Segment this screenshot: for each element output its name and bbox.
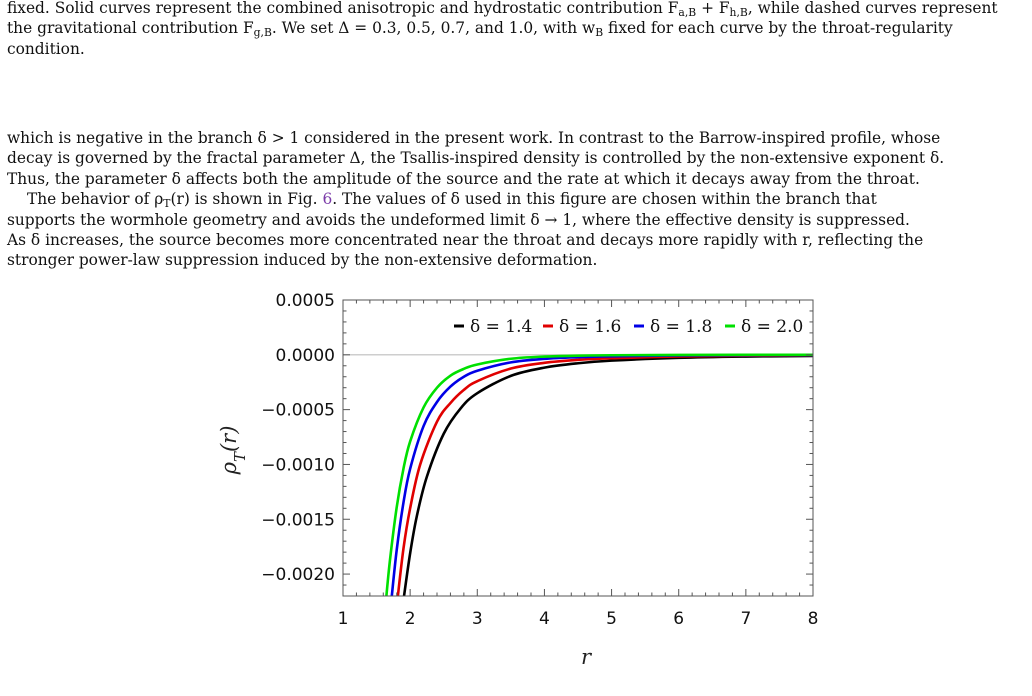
legend-label-2: δ = 1.6 — [559, 317, 622, 337]
figure-caption-continued — [7, 0, 1027, 59]
plot-frame — [343, 300, 813, 596]
body-line-2: decay is governed by the fractal parameter Δ, the Tsallis-inspired density is controlled by the non-extensive exponent δ. — [7, 149, 945, 168]
y-tick-label: −0.0005 — [261, 400, 335, 421]
x-tick-label: 4 — [539, 609, 550, 629]
body-paragraphs — [7, 128, 1027, 271]
legend-label-4: δ = 2.0 — [741, 317, 804, 337]
body-line-6: As δ increases, the source becomes more concentrated near the throat and decays more rapidly with r, reflecting the — [7, 231, 924, 250]
x-tick-label: 3 — [471, 609, 483, 629]
series-line-4 — [386, 355, 813, 601]
legend-label-3: δ = 1.8 — [650, 317, 713, 337]
y-tick-label: −0.0020 — [261, 565, 335, 586]
x-tick-label: 6 — [673, 609, 685, 629]
body-line-4: The behavior of $\rho_T(r)$ is shown in Fig. 6. The values of δ used in this figure are chosen within the branch that — [27, 190, 877, 211]
body-line-3: Thus, the parameter δ affects both the amplitude of the source and the rate at which it decays away from the throat. — [7, 169, 920, 188]
x-tick-label: 2 — [404, 609, 416, 629]
x-tick-label: 8 — [807, 609, 819, 629]
caption-line-2: the gravitational contribution $F_{g,B}$. We set Δ = 0.3, 0.5, 0.7, and 1.0, with $w_B$ fixed for each curve by the throat-regularity — [7, 19, 953, 40]
x-tick-label: 5 — [606, 609, 617, 629]
caption-line-1: fixed. Solid curves represent the combined anisotropic and hydrostatic contribution $F_{a,B} + F_{h,B}$, while dashed curves represent — [7, 0, 998, 19]
legend-label-1: δ = 1.4 — [470, 317, 533, 337]
series-line-3 — [391, 355, 813, 600]
figure-reference-link[interactable]: 6 — [322, 190, 333, 209]
series-line-1 — [403, 356, 813, 600]
x-axis-title: r — [580, 645, 592, 669]
y-axis-title: $\rho_T(r)$ — [217, 425, 249, 475]
x-tick-label: 1 — [337, 609, 349, 629]
x-tick-label: 7 — [740, 609, 752, 629]
y-tick-label: −0.0010 — [261, 455, 335, 476]
series-line-2 — [397, 355, 813, 600]
body-line-5: supports the wormhole geometry and avoids the undeformed limit δ → 1, where the effective density is suppressed. — [7, 210, 910, 229]
y-tick-label: −0.0015 — [261, 510, 335, 531]
body-line-1: which is negative in the branch δ > 1 considered in the present work. In contrast to the Barrow-inspired profile, whose — [7, 129, 941, 147]
caption-line-3: condition. — [7, 39, 85, 58]
density-plot-figure — [0, 280, 1032, 696]
density-plot — [0, 280, 1032, 696]
y-tick-label: 0.0000 — [275, 345, 335, 366]
body-line-7: stronger power-law suppression induced by the non-extensive deformation. — [7, 251, 598, 270]
y-tick-label: 0.0005 — [275, 291, 335, 311]
